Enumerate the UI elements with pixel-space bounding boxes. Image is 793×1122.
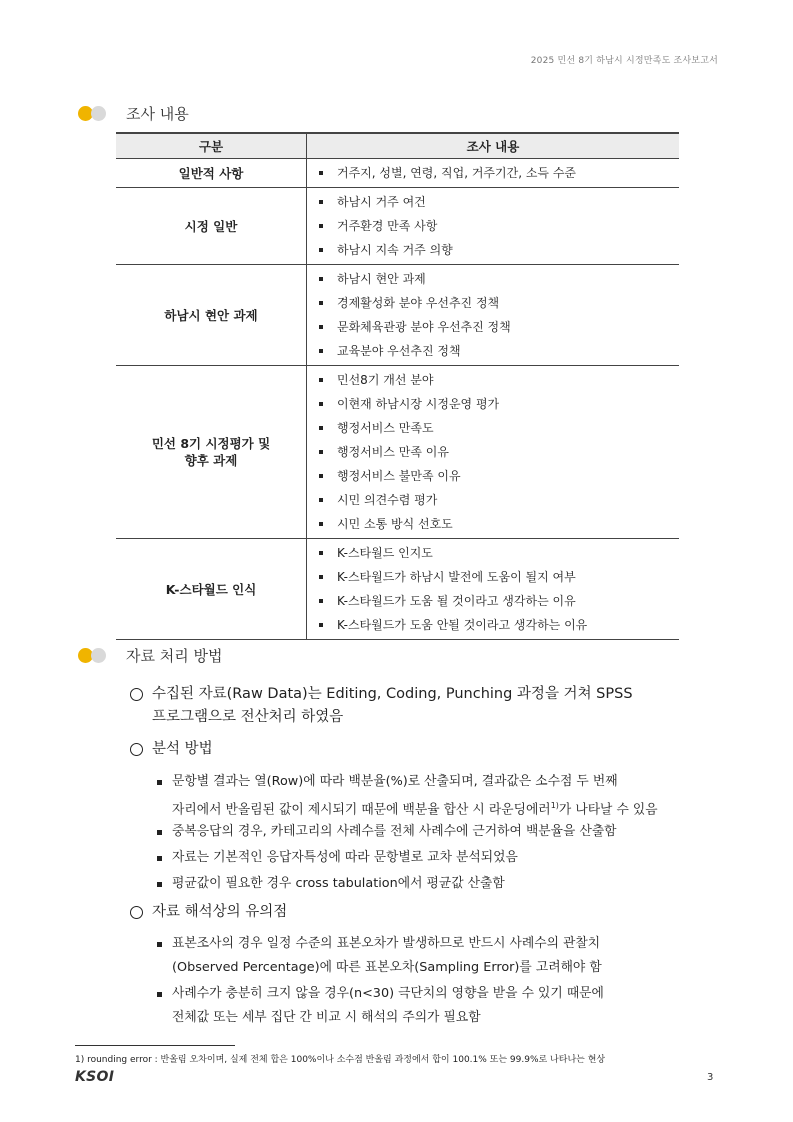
bullet-item [157, 820, 617, 844]
table-row [116, 188, 679, 265]
list-item [319, 392, 679, 416]
square-bullet-icon [319, 301, 323, 305]
square-bullet-icon [319, 426, 323, 430]
item-text: K-스타월드가 도움 될 것이라고 생각하는 이유 [337, 594, 576, 608]
square-bullet-icon [319, 522, 323, 526]
item-text: 민선8기 개선 분야 [337, 373, 434, 387]
section-title: 자료 처리 방법 [126, 647, 223, 665]
list-item [319, 464, 679, 488]
square-bullet-icon [157, 942, 162, 947]
bullet-item [157, 932, 602, 980]
category-label: 시정 일반 [184, 218, 238, 234]
table-row [116, 265, 679, 366]
list-item [319, 416, 679, 440]
table-cell-items [307, 159, 680, 188]
item-text: 하남시 지속 거주 의향 [337, 243, 453, 257]
category-label: 일반적 사항 [178, 165, 244, 181]
item-text: K-스타월드가 하남시 발전에 도움이 될지 여부 [337, 570, 576, 584]
list-item [319, 565, 679, 589]
page-number: 3 [707, 1072, 714, 1083]
text-line: 평균값이 필요한 경우 cross tabulation에서 평균값 산출함 [172, 876, 505, 891]
square-bullet-icon [319, 575, 323, 579]
list-item [319, 589, 679, 613]
square-bullet-icon [319, 200, 323, 204]
square-bullet-icon [319, 623, 323, 627]
list-item [319, 291, 679, 315]
list-item [319, 315, 679, 339]
table-row [116, 366, 679, 539]
item-text: 거주지, 성별, 연령, 직업, 거주기간, 소득 수준 [337, 166, 577, 180]
table-cell-items [307, 539, 680, 640]
text-line: (Observed Percentage)에 따른 표본오차(Sampling Error)를 고려해야 함 [172, 960, 602, 975]
square-bullet-icon [319, 450, 323, 454]
heading-interpretation-notes [130, 901, 287, 924]
category-label: 하남시 현안 과제 [164, 307, 258, 323]
item-text: 행정서비스 만족 이유 [337, 445, 449, 459]
table-header-content: 조사 내용 [307, 133, 680, 159]
square-bullet-icon [319, 378, 323, 382]
list-item [319, 267, 679, 291]
text-line: 수집된 자료(Raw Data)는 Editing, Coding, Punching 과정을 거쳐 SPSS [152, 686, 633, 702]
bullet-item [157, 982, 604, 1030]
item-text: 하남시 현안 과제 [337, 272, 426, 286]
bullet-item [157, 872, 505, 896]
item-text: 경제활성화 분야 우선추진 정책 [337, 296, 500, 310]
square-bullet-icon [319, 171, 323, 175]
text-line: 프로그램으로 전산처리 하였음 [152, 709, 344, 725]
text-line: 사례수가 충분히 크지 않을 경우(n<30) 극단치의 영향을 받을 수 있기 때문에 [172, 986, 604, 1001]
square-bullet-icon [319, 402, 323, 406]
item-text: 문화체육관광 분야 우선추진 정책 [337, 320, 511, 334]
section-bullet-icon [78, 106, 106, 121]
category-label: 민선 8기 시정평가 및 [151, 436, 271, 451]
section-title: 조사 내용 [126, 105, 189, 123]
table-cell-category [116, 188, 307, 265]
circle-bullet-icon [130, 688, 143, 701]
square-bullet-icon [157, 830, 162, 835]
square-bullet-icon [157, 992, 162, 997]
category-label: 향후 과제 [184, 453, 238, 468]
table-cell-items [307, 188, 680, 265]
table-cell-category [116, 265, 307, 366]
list-item [319, 214, 679, 238]
list-item [319, 238, 679, 262]
item-text: K-스타월드가 도움 안될 것이라고 생각하는 이유 [337, 618, 588, 632]
heading-analysis-method [130, 738, 213, 761]
ksoi-logo: KSOI [75, 1069, 115, 1085]
list-item [319, 512, 679, 536]
square-bullet-icon [319, 551, 323, 555]
square-bullet-icon [157, 882, 162, 887]
list-item [319, 368, 679, 392]
paragraph-raw-data [130, 683, 633, 729]
section-heading-data-processing [78, 645, 222, 666]
item-text: 하남시 거주 여건 [337, 195, 426, 209]
item-text: 시민 의견수렴 평가 [337, 493, 438, 507]
table-header-category: 구분 [116, 133, 307, 159]
square-bullet-icon [319, 349, 323, 353]
table-header-row [116, 133, 679, 159]
list-item [319, 190, 679, 214]
square-bullet-icon [319, 248, 323, 252]
bullet-item [157, 770, 658, 822]
list-item [319, 339, 679, 363]
text-line: 중복응답의 경우, 카테고리의 사례수를 전체 사례수에 근거하여 백분율을 산출함 [172, 824, 617, 839]
list-item [319, 440, 679, 464]
table-cell-category [116, 366, 307, 539]
text-line: 문항별 결과는 열(Row)에 따라 백분율(%)로 산출되며, 결과값은 소수점 두 번째 [172, 774, 618, 789]
item-text: 행정서비스 만족도 [337, 421, 434, 435]
item-text: 행정서비스 불만족 이유 [337, 469, 461, 483]
list-item [319, 541, 679, 565]
footnote-ref: 1) [550, 801, 559, 810]
list-item [319, 613, 679, 637]
item-text: 거주환경 만족 사항 [337, 219, 438, 233]
square-bullet-icon [319, 277, 323, 281]
subheading: 자료 해석상의 유의점 [152, 904, 288, 920]
page-header: 2025 민선 8기 하남시 시정만족도 조사보고서 [530, 56, 718, 66]
square-bullet-icon [157, 780, 162, 785]
square-bullet-icon [319, 474, 323, 478]
table-row [116, 539, 679, 640]
item-text: K-스타월드 인지도 [337, 546, 433, 560]
category-label: K-스타월드 인식 [165, 581, 257, 597]
circle-bullet-icon [130, 743, 143, 756]
item-text: 교육분야 우선추진 정책 [337, 344, 461, 358]
subheading: 분석 방법 [152, 741, 213, 757]
text-line: 전체값 또는 세부 집단 간 비교 시 해석의 주의가 필요함 [172, 1010, 481, 1025]
square-bullet-icon [157, 856, 162, 861]
table-cell-items [307, 366, 680, 539]
square-bullet-icon [319, 224, 323, 228]
text-line: 표본조사의 경우 일정 수준의 표본오차가 발생하므로 반드시 사례수의 관찰치 [172, 936, 601, 951]
square-bullet-icon [319, 599, 323, 603]
table-cell-category [116, 159, 307, 188]
footnote: 1) rounding error : 반올림 오차이며, 실제 전체 합은 100%이나 소수점 반올림 과정에서 합이 100.1% 또는 99.9%로 나타나는 현상 [75, 1055, 606, 1065]
bullet-item [157, 846, 518, 870]
footnote-divider [75, 1045, 235, 1046]
survey-content-table [116, 132, 679, 640]
square-bullet-icon [319, 498, 323, 502]
text-line: 자료는 기본적인 응답자특성에 따라 문항별로 교차 분석되었음 [172, 850, 518, 865]
square-bullet-icon [319, 325, 323, 329]
list-item [319, 161, 679, 185]
section-heading-survey-content [78, 103, 189, 124]
table-row [116, 159, 679, 188]
circle-bullet-icon [130, 906, 143, 919]
text-line: 자리에서 반올림된 값이 제시되기 때문에 백분율 합산 시 라운딩에러$^{1)}$가 나타날 수 있음 [172, 801, 658, 818]
section-bullet-icon [78, 648, 106, 663]
table-cell-items [307, 265, 680, 366]
item-text: 이현재 하남시장 시정운영 평가 [337, 397, 500, 411]
table-cell-category [116, 539, 307, 640]
list-item [319, 488, 679, 512]
item-text: 시민 소통 방식 선호도 [337, 517, 453, 531]
